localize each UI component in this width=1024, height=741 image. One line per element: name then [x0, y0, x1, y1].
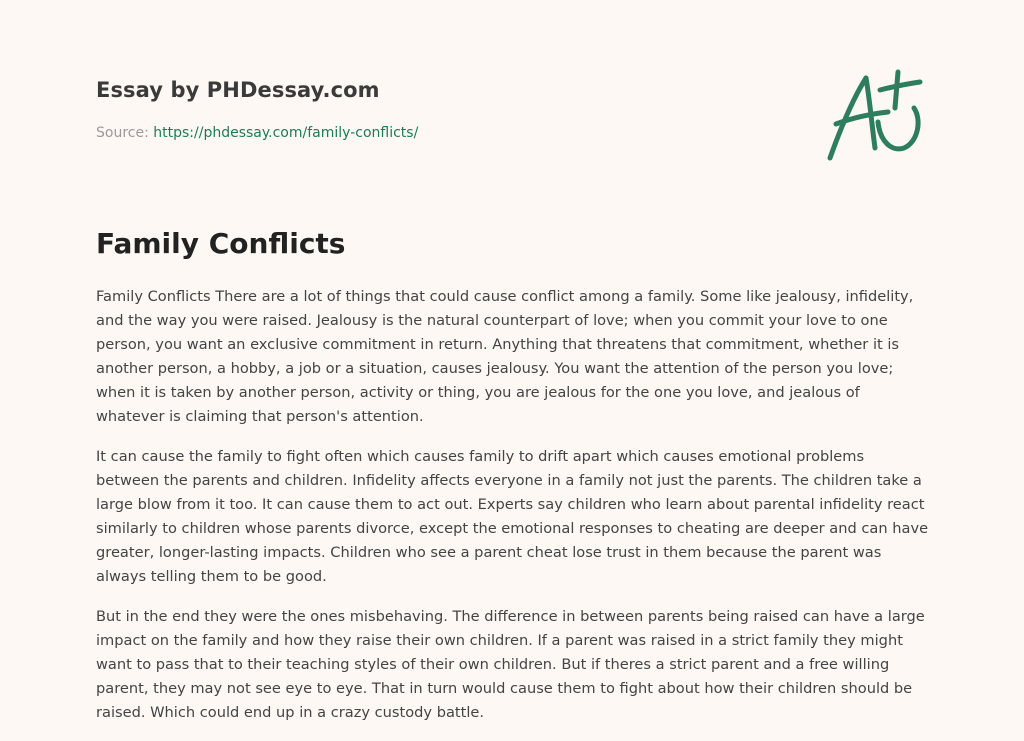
source-line [96, 123, 796, 143]
essay-title: Family Conflicts [96, 227, 346, 260]
a-plus-grade-icon [822, 68, 926, 164]
page-header [96, 76, 796, 143]
source-label: Source: [96, 125, 149, 141]
essay-paragraph: It can cause the family to fight often which causes family to drift apart which causes emotional problems between the parents and children. Infidelity affects everyone in a family not just the parents. The children take a large blow from it too. It can cause them to act out. Experts say children who learn about parental infidelity react similarly to children whose parents divorce, except the emotional responses to cheating are deeper and can have greater, longer-lasting impacts. Children who see a parent cheat lose trust in them because the parent was always telling them to be good. [96, 448, 929, 585]
essay-paragraph: Family Conflicts There are a lot of things that could cause conflict among a family. Some like jealousy, infidelity, and the way you were raised. Jealousy is the natural counterpart of love; when you commit your love to one person, you want an exclusive commitment in return. Anything that threatens that commitment, whether it is another person, a hobby, a job or a situation, causes jealousy. You want the attention of the person you love; when it is taken by another person, activity or thing, you are jealous for the one you love, and jealous of whatever is claiming that person's attention. [96, 288, 914, 425]
essay-paragraph: But in the end they were the ones misbehaving. The difference in between parents being raised can have a large impact on the family and how they raise their own children. If a parent was raised in a strict family they might want to pass that to their teaching styles of their own children. But if theres a strict parent and a free willing parent, they may not see eye to eye. That in turn would cause them to fight about how their children should be raised. Which could end up in a crazy custody battle. [96, 608, 925, 721]
source-link[interactable]: https://phdessay.com/family-conflicts/ [153, 125, 419, 141]
essay-body [96, 285, 930, 741]
site-title: Essay by PHDessay.com [96, 78, 380, 102]
